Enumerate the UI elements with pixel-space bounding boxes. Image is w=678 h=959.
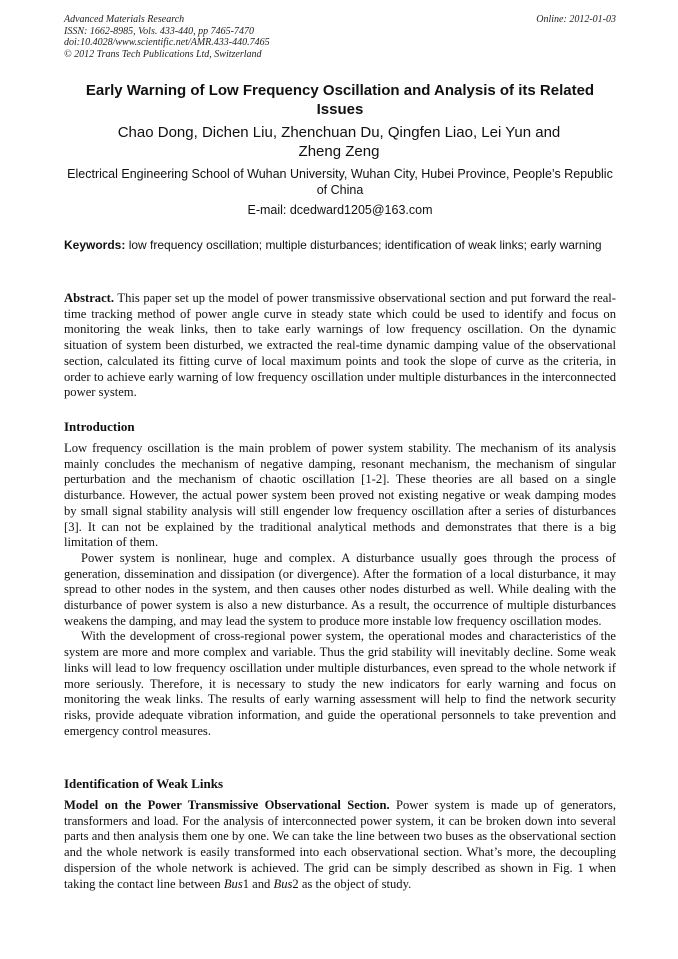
keywords-text: low frequency oscillation; multiple disturbances; identification of weak links; early warning xyxy=(128,238,602,252)
paper-title: Early Warning of Low Frequency Oscillation and Analysis of its Related Issues xyxy=(85,82,595,118)
weak-links-text-b: as the object of study. xyxy=(301,876,412,891)
bus2-name: Bus xyxy=(273,876,293,891)
keywords xyxy=(64,238,616,253)
affiliation: Electrical Engineering School of Wuhan University, Wuhan City, Hubei Province, People’s Republic of China xyxy=(67,167,613,197)
weak-links-heading: Identification of Weak Links xyxy=(64,776,224,791)
abstract-label: Abstract. xyxy=(64,291,115,305)
journal-name: Advanced Materials Research xyxy=(64,14,185,25)
copyright-line: © 2012 Trans Tech Publications Ltd, Switzerland xyxy=(64,48,262,60)
keywords-label: Keywords: xyxy=(64,238,126,252)
intro-paragraph: Low frequency oscillation is the main problem of power system stability. The mechanism of its analysis mainly concludes the mechanism of negative damping, resonant mechanism, the mechanism of singular perturbation and the mechanism of chaotic oscillation [1-2]. These theories are all based on a single disturbance. However, the actual power system been proved not existing negative or weak damping modes by small signal stability analysis will still engender low frequency oscillation after a series of disturbances [3]. It can not be explained by the traditional analytical methods and demonstrates that there is a big limitation of them. xyxy=(64,441,616,550)
journal-header xyxy=(64,14,616,60)
intro-paragraph: With the development of cross-regional power system, the operational modes and characteristics of the system are more and more complex and variable. Thus the grid stability will inevitably decline. Some weak links will lead to low frequency oscillation under multiple disturbances, even spread to the whole network if more seriously. Therefore, it is necessary to study the new indicators for early warning and focus on monitoring the weak links. The results of early warning assessment will help to find the network security risks, provide adequate vibration information, and guide the operational personnels to take prevention and emergency control measures. xyxy=(64,629,616,738)
model-runin-heading: Model on the Power Transmissive Observational Section. xyxy=(64,798,390,812)
weak-links-body xyxy=(64,798,616,892)
intro-paragraph: Power system is nonlinear, huge and complex. A disturbance usually goes through the process of generation, dissemination and dissipation (or divergence). After the formation of a local disturbance, it may spread to other nodes in the system, and then causes other nodes disturbed as well. While dealing with the disturbance of power system is also a new disturbance. As a result, the occurrence of multiple disturbances weakens the damping, and may lead the system to produce more instable low frequency oscillation modes. xyxy=(64,550,616,628)
weak-links-paragraph xyxy=(64,798,616,892)
abstract-text: This paper set up the model of power transmissive observational section and put forward the real-time tracking method of power angle curve in steady state which could be used to identify and focus on monitoring the weak links, then to take early warnings of low frequency oscillation. On the dynamic situation of system been disturbed, we extracted the real-time dynamic damping value of the observational section, calculated its fitting curve of local maximum points and took the slope of curve as the criteria, in order to achieve early warning of low frequency oscillation under multiple disturbances in the interconnected power system. xyxy=(64,291,616,400)
author-list: Chao Dong, Dichen Liu, Zhenchuan Du, Qingfen Liao, Lei Yun and Zheng Zeng xyxy=(117,124,561,160)
abstract xyxy=(64,291,616,401)
weak-links-text-a: Power system is made up of generators, transformers and load. For the analysis of interconnected power system, it can be broken down into several parts and then analysis them one by one. We can take the line between two buses as the observational section and the whole network is easily transformed into each observational section. What’s more, the decoupling dispersion of the whole network is achieved. The grid can be simply described as shown in Fig. 1 when taking the contact line between xyxy=(64,798,616,891)
introduction-body xyxy=(64,441,616,739)
bus1-name: Bus xyxy=(223,876,243,891)
bus2-number: 2 xyxy=(292,876,299,891)
bus1-number: 1 xyxy=(242,876,250,891)
and-word: and xyxy=(252,876,271,891)
issn-line: ISSN: 1662-8985, Vols. 433-440, pp 7465-7470 xyxy=(64,25,254,37)
introduction-heading: Introduction xyxy=(64,419,135,434)
doi-line: doi:10.4028/www.scientific.net/AMR.433-440.7465 xyxy=(64,37,270,48)
author-email: E-mail: dcedward1205@163.com xyxy=(247,203,433,217)
online-date: Online: 2012-01-03 xyxy=(536,14,616,25)
